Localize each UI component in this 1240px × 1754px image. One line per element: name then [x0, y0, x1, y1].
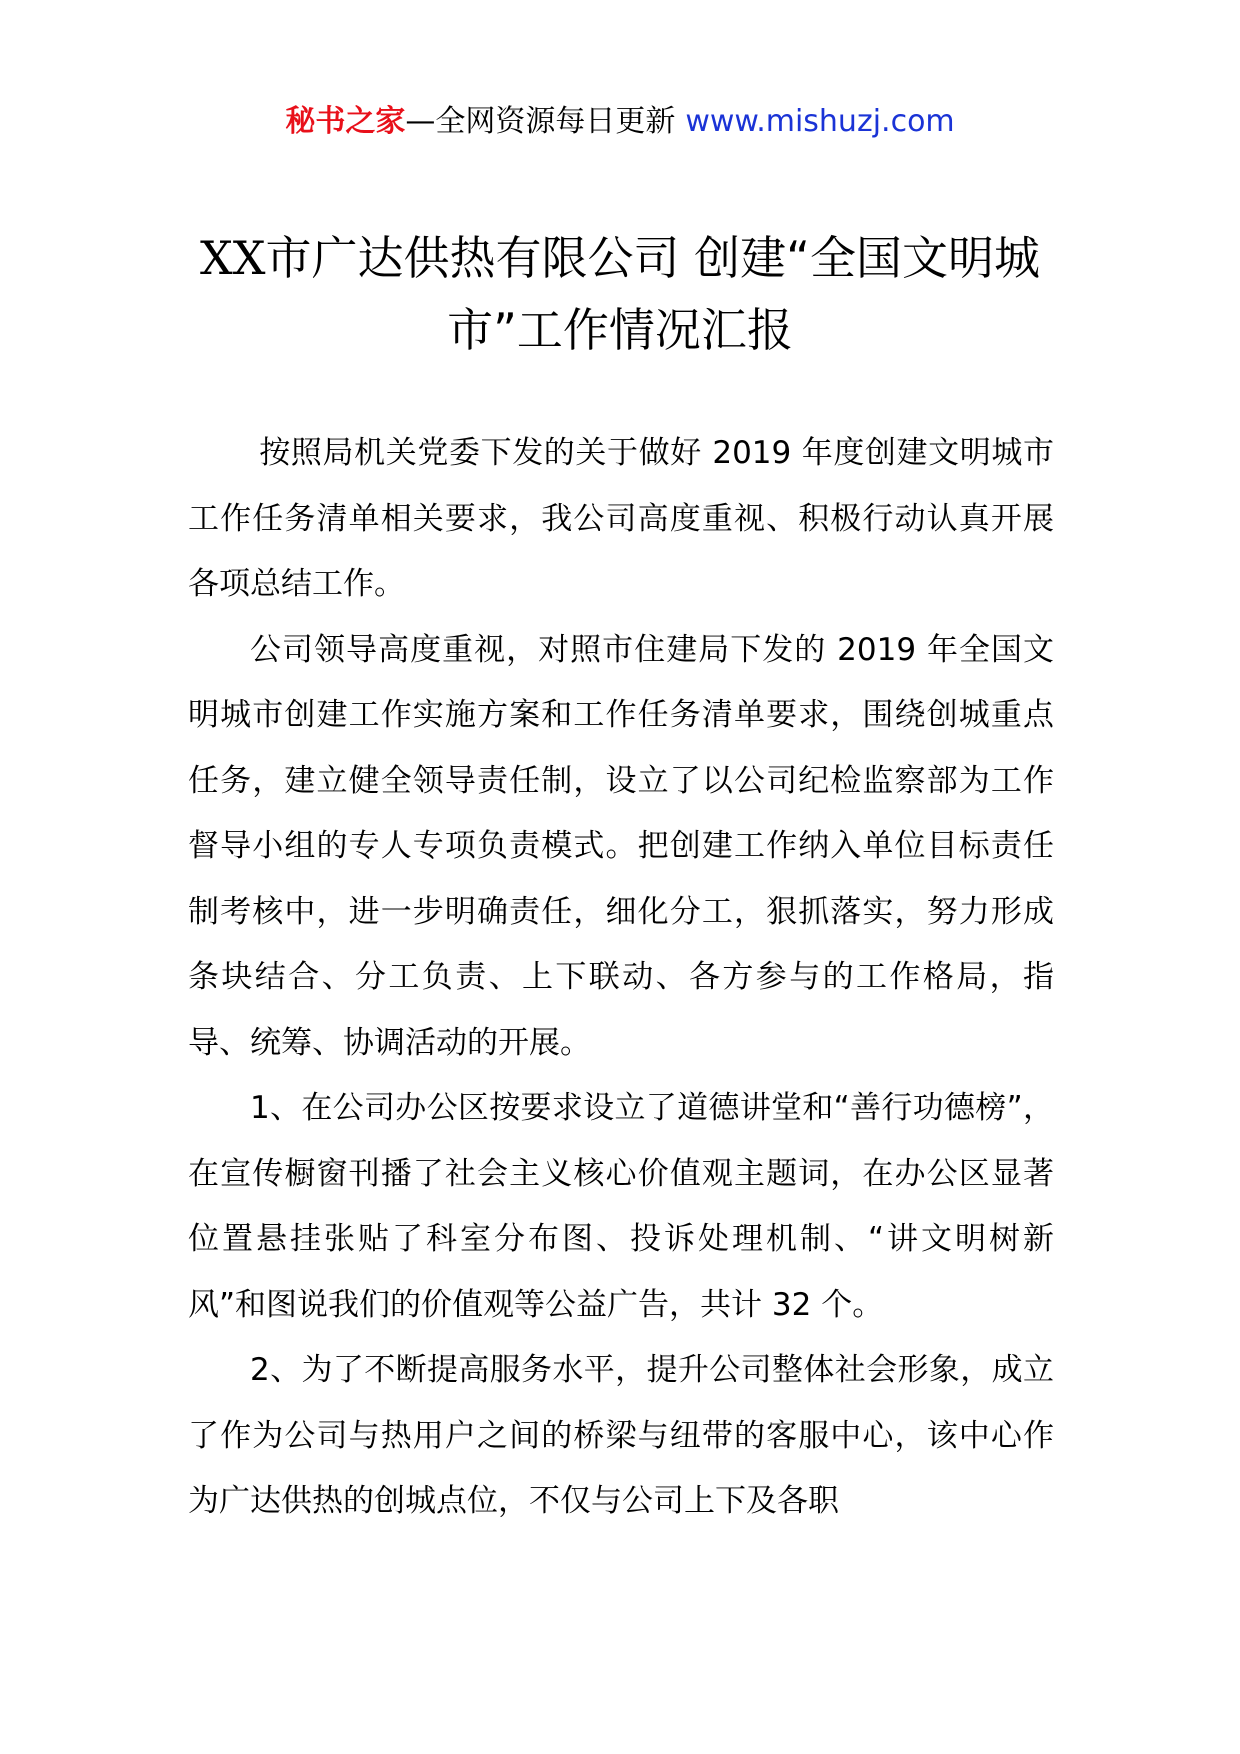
paragraph-item-1: 1、在公司办公区按要求设立了道德讲堂和“善行功德榜”，在宣传橱窗刊播了社会主义核心价值观主题词，在办公区显著位置悬挂张贴了科室分布图、投诉处理机制、“讲文明树新风”和图说我们的价值观等公益广告，共计 32 个。	[188, 1090, 1054, 1323]
paragraph-intro: 按照局机关党委下发的关于做好 2019 年度创建文明城市工作任务清单相关要求，我公司高度重视、积极行动认真开展各项总结工作。	[188, 435, 1054, 602]
header-tagline: —全网资源每日更新	[405, 104, 676, 139]
site-header	[0, 98, 1240, 146]
title-text: 市广达供热有限公司 创建“全国文明城市”工作情况汇报	[265, 231, 1040, 357]
document-body	[188, 421, 1054, 1535]
paragraph-leadership: 公司领导高度重视，对照市住建局下发的 2019 年全国文明城市创建工作实施方案和工作任务清单要求，围绕创城重点任务，建立健全领导责任制，设立了以公司纪检监察部为工作督导小组的专人专项负责模式。把创建工作纳入单位目标责任制考核中，进一步明确责任，细化分工，狠抓落实，努力形成条块结合、分工负责、上下联动、各方参与的工作格局，指导、统筹、协调活动的开展。	[188, 631, 1054, 1061]
brand-name: 秘书之家	[285, 104, 406, 139]
title-prefix: XX	[200, 231, 266, 285]
site-url-link[interactable]: www.mishuzj.com	[685, 104, 955, 139]
paragraph-item-2: 2、为了不断提高服务水平，提升公司整体社会形象，成立了作为公司与热用户之间的桥梁与纽带的客服中心，该中心作为广达供热的创城点位，不仅与公司上下及各职	[188, 1352, 1054, 1519]
document-title	[150, 222, 1090, 366]
